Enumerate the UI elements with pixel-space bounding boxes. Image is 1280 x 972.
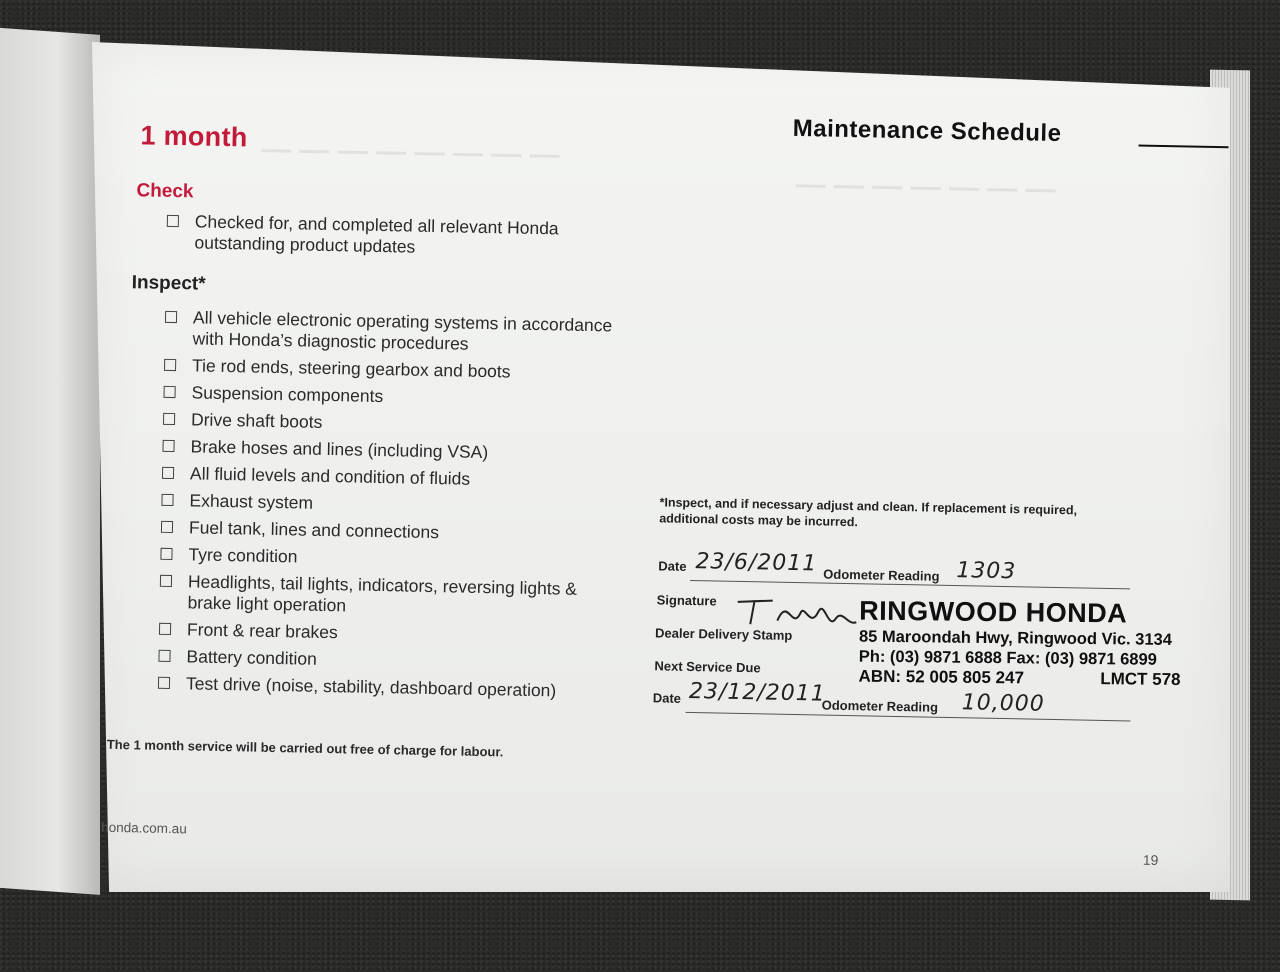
checkbox-icon — [164, 359, 176, 371]
checklist-item — [161, 382, 621, 412]
show-through-text: — — — — — — — — [795, 167, 1056, 206]
checklist-item — [156, 646, 616, 676]
checklist-item — [159, 490, 619, 520]
checkbox-icon — [163, 386, 175, 398]
checklist-item-label: Drive shaft boots — [190, 409, 323, 432]
stamp-address: 85 Maroondah Hwy, Ringwood Vic. 3134 — [858, 627, 1173, 649]
checklist-item — [160, 463, 620, 493]
checklist-item — [161, 409, 621, 439]
stamp-licence-row — [858, 667, 1180, 690]
checklist-item — [158, 544, 618, 574]
checklist-item-label: Tie rod ends, steering gearbox and boots — [191, 355, 511, 382]
show-through-text: — — — — — — — — — [260, 132, 560, 172]
checkbox-icon — [165, 311, 177, 323]
checklist-item-label: Checked for, and completed all relevant Honda outstanding product updates — [194, 211, 559, 257]
checkbox-icon — [162, 440, 174, 452]
dealer-stamp-label: Dealer Delivery Stamp — [654, 625, 793, 643]
check-title: Check — [136, 180, 194, 203]
stamp-phone: Ph: (03) 9871 6888 Fax: (03) 9871 6899 — [858, 647, 1157, 669]
dealer-stamp — [858, 596, 1181, 690]
checkbox-icon — [162, 467, 174, 479]
inspection-footnote: *Inspect, and if necessary adjust and clean. If replacement is required, additional costs may be incurred. — [659, 495, 1078, 530]
checkbox-icon — [167, 215, 179, 227]
page-number: 19 — [1142, 851, 1159, 869]
checklist-item-label: Tyre condition — [188, 544, 298, 567]
checklist-item — [159, 517, 619, 547]
signature-label: Signature — [656, 592, 717, 609]
stamp-dealer-name: RINGWOOD HONDA — [859, 595, 1128, 629]
schedule-title: Maintenance Schedule — [792, 114, 1062, 148]
checkbox-icon — [158, 677, 170, 689]
checkbox-icon — [159, 623, 171, 635]
checkbox-icon — [160, 548, 172, 560]
next-odometer-label: Odometer Reading — [821, 697, 939, 715]
checkbox-icon — [160, 575, 172, 587]
check-list — [164, 211, 585, 267]
date-label: Date — [658, 558, 687, 574]
stamp-abn: ABN: 52 005 805 247 — [858, 666, 1025, 688]
checklist-item — [162, 307, 623, 358]
checklist-item — [164, 211, 585, 261]
inspect-list — [156, 307, 623, 709]
checklist-item-label: All fluid levels and condition of fluids — [189, 463, 471, 489]
page-heading: 1 month — [140, 120, 248, 153]
stamp-lmct: LMCT 578 — [1100, 669, 1181, 690]
checklist-item-label: Exhaust system — [189, 490, 314, 513]
next-date-value: 23/12/2011 — [688, 678, 826, 707]
checklist-item — [160, 436, 620, 466]
inspect-title: Inspect* — [131, 272, 206, 295]
next-date-label: Date — [652, 690, 682, 706]
odometer-value: 1303 — [956, 558, 1017, 585]
next-odometer-value: 10,000 — [961, 690, 1045, 717]
checkbox-icon — [163, 413, 175, 425]
date-value: 23/6/2011 — [695, 549, 818, 577]
checklist-item-label: Headlights, tail lights, indicators, reversing lights & brake light operation — [187, 571, 578, 616]
checkbox-icon — [161, 521, 173, 533]
checkbox-icon — [158, 650, 170, 662]
checklist-item-label: Fuel tank, lines and connections — [188, 517, 440, 543]
checklist-item-label: Suspension components — [191, 382, 384, 407]
checkbox-icon — [161, 494, 173, 506]
checklist-item — [162, 355, 622, 385]
odometer-label: Odometer Reading — [823, 566, 940, 584]
checklist-item — [156, 673, 616, 703]
checklist-item — [157, 619, 617, 649]
checklist-item-label: Brake hoses and lines (including VSA) — [190, 436, 489, 463]
next-service-label: Next Service Due — [654, 658, 761, 676]
checklist-item-label: Front & rear brakes — [186, 619, 338, 643]
title-rule — [1138, 145, 1228, 149]
website-footer: honda.com.au — [101, 819, 187, 837]
free-labour-note: The 1 month service will be carried out free of charge for labour. — [106, 736, 504, 760]
checklist-item — [157, 571, 618, 622]
checklist-item-label: Battery condition — [186, 646, 318, 669]
checklist-item-label: All vehicle electronic operating systems in accordance with Honda’s diagnostic procedures — [192, 307, 613, 354]
checklist-item-label: Test drive (noise, stability, dashboard operation) — [185, 673, 557, 701]
